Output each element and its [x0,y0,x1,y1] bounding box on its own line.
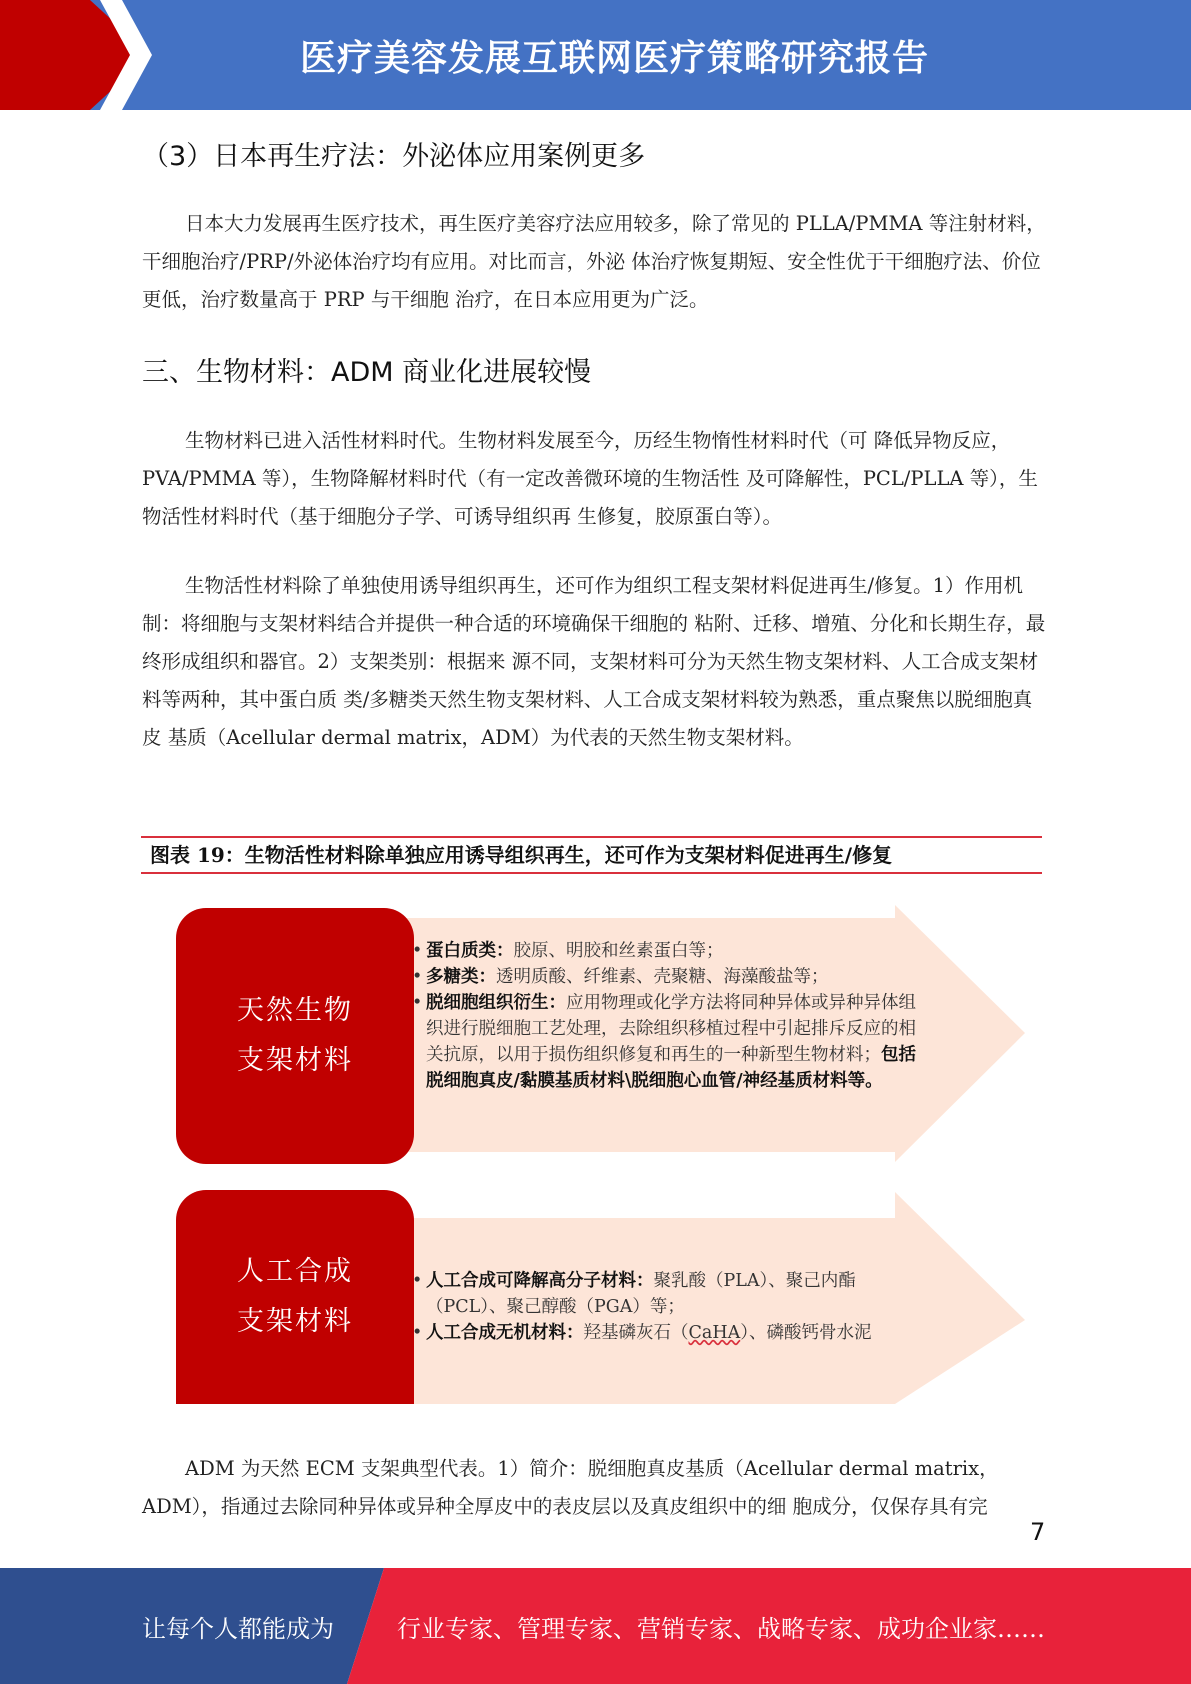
bullet-text: 胶原、明胶和丝素蛋白等； [513,941,724,961]
paragraph-japan: 日本大力发展再生医疗技术，再生医疗美容疗法应用较多，除了常见的 PLLA/PMMA 等注射材料，干细胞治疗/PRP/外泌体治疗均有应用。对比而言，外泌 体治疗恢复期短、安全性优于干细胞疗法、价位更低，治疗数量高于 PRP 与干细胞 治疗，在日本应用更为广泛。 [142,212,1046,311]
list-item [412,938,932,964]
bullet-bold-tail: 包括脱细胞真皮/黏膜基质材料\脱细胞心血管/神经基质材料等。 [426,1045,916,1091]
synthetic-scaffold-line1: 人工合成 [237,1256,353,1287]
bullet-text-underlined: CaHA [688,1323,741,1343]
list-item [412,964,932,990]
natural-scaffold-box [176,908,414,1164]
paragraph-adm: ADM 为天然 ECM 支架典型代表。1）简介：脱细胞真皮基质（Acellular dermal matrix，ADM），指通过去除同种异体或异种全厚皮中的表皮层以及真皮组织中的细 胞成分，仅保存具有完 [142,1457,999,1518]
bullet-label: 脱细胞组织衍生： [426,993,566,1013]
synthetic-scaffold-list [412,1268,932,1346]
section-heading-biomaterials: 三、生物材料：ADM 商业化进展较慢 [142,357,592,388]
footer-slogan-right: 行业专家、管理专家、营销专家、战略专家、成功企业家…… [397,1615,1045,1643]
bullet-text: 羟基磷灰石（ [583,1323,689,1343]
section-heading-japan: （3）日本再生疗法：外泌体应用案例更多 [142,141,646,172]
bullet-label: 多糖类： [426,967,496,987]
paragraph-scaffold: 生物活性材料除了单独使用诱导组织再生，还可作为组织工程支架材料促进再生/修复。1）作用机制：将细胞与支架材料结合并提供一种合适的环境确保干细胞的 粘附、迁移、增殖、分化和长期生存，最终形成组织和器官。2）支架类别：根据来 源不同，支架材料可分为天然生物支架材料、人工合成支架材料等两种，其中蛋白质 类/多糖类天然生物支架材料、人工合成支架材料较为熟悉，重点聚焦以脱细胞真皮 基质（Acellular dermal matrix，ADM）为代表的天然生物支架材料。 [142,574,1046,749]
page-number: 7 [1030,1518,1046,1546]
bullet-label: 人工合成可降解高分子材料： [426,1271,654,1291]
header-title: 医疗美容发展互联网医疗策略研究报告 [300,38,930,79]
bullet-text: 聚乳酸（PLA）、聚己内酯（PCL）、聚己醇酸（PGA）等； [426,1271,856,1317]
natural-scaffold-line2: 支架材料 [237,1045,353,1076]
paragraph-biomaterials-era: 生物材料已进入活性材料时代。生物材料发展至今，历经生物惰性材料时代（可 降低异物反应，PVA/PMMA 等），生物降解材料时代（有一定改善微环境的生物活性 及可降解性，PCL/PLLA 等），生物活性材料时代（基于细胞分子学、可诱导组织再 生修复，胶原蛋白等）。 [142,429,1038,528]
figure-caption: 图表 19：生物活性材料除单独应用诱导组织再生，还可作为支架材料促进再生/修复 [141,836,1042,874]
bullet-label: 蛋白质类： [426,941,514,961]
list-item [412,1268,932,1320]
synthetic-scaffold-box [176,1190,414,1404]
bullet-text: ）、磷酸钙骨水泥 [740,1323,872,1343]
synthetic-scaffold-line2: 支架材料 [237,1306,353,1337]
bullet-text: 透明质酸、纤维素、壳聚糖、海藻酸盐等； [496,967,829,987]
header-chevron-graphic [0,0,160,110]
bullet-text: 应用物理或化学方法将同种异体或异种异体组织进行脱细胞工艺处理，去除组织移植过程中引起排斥反应的相关抗原，以用于损伤组织修复和再生的一种新型生物材料； [426,993,916,1065]
natural-scaffold-line1: 天然生物 [237,995,353,1026]
bullet-label: 人工合成无机材料： [426,1323,584,1343]
footer-slogan-left: 让每个人都能成为 [142,1615,334,1643]
natural-scaffold-list [412,938,932,1094]
list-item [412,1320,932,1346]
list-item [412,990,932,1094]
